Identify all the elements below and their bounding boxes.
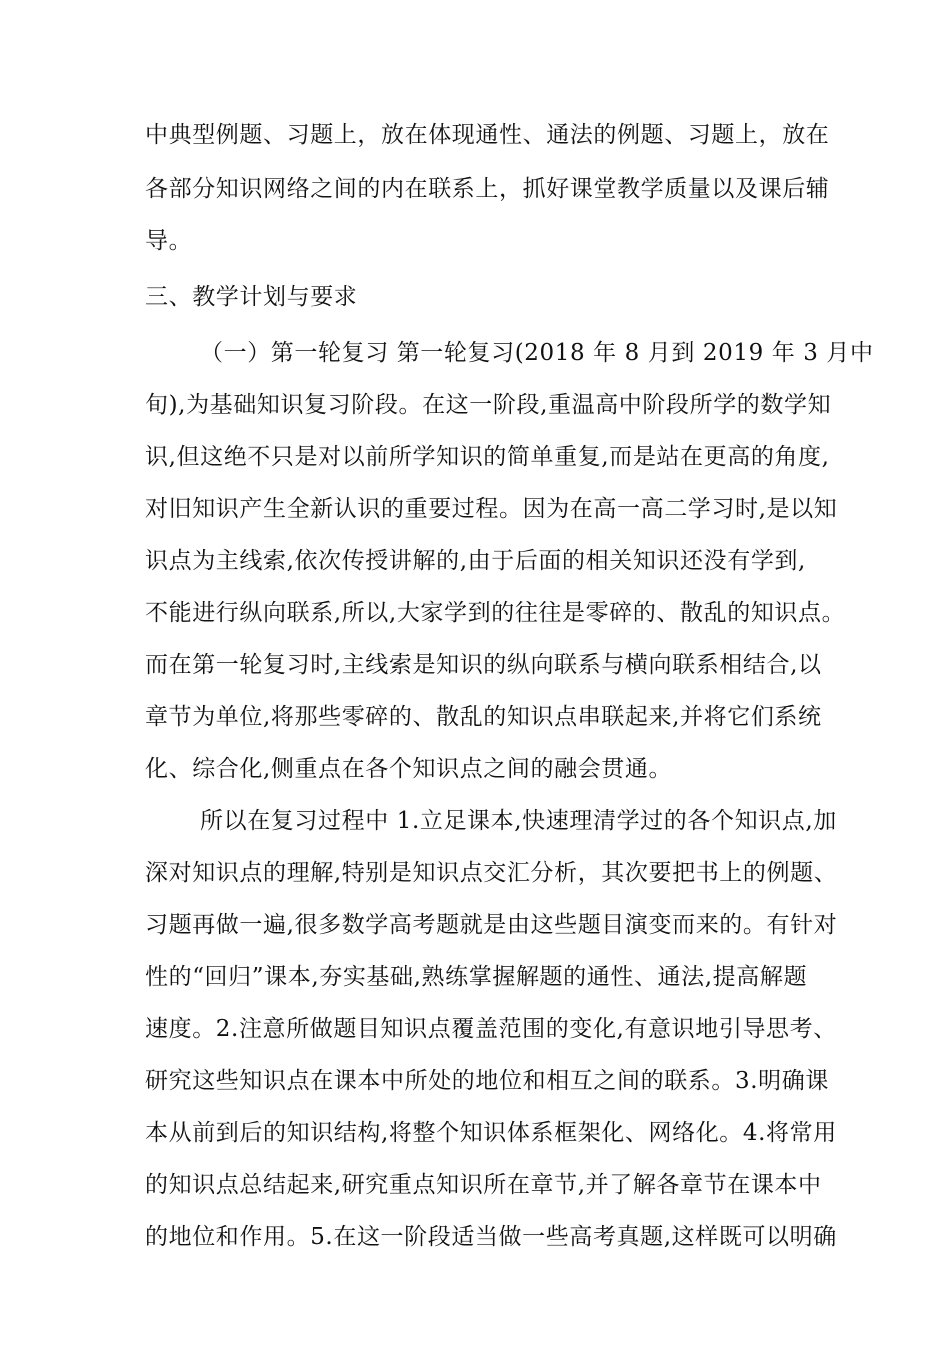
text-line: 所以在复习过程中 1.立足课本,快速理清学过的各个知识点,加 <box>200 808 837 834</box>
text-line: 习题再做一遍,很多数学高考题就是由这些题目演变而来的。有针对 <box>145 912 838 938</box>
text-line: 识,但这绝不只是对以前所学知识的简单重复,而是站在更高的角度, <box>145 444 830 470</box>
text-line: 不能进行纵向联系,所以,大家学到的往往是零碎的、散乱的知识点。 <box>145 600 846 626</box>
text-line: 对旧知识产生全新认识的重要过程。因为在高一高二学习时,是以知 <box>145 496 838 522</box>
text-line: 各部分知识网络之间的内在联系上，抓好课堂教学质量以及课后辅 <box>145 176 830 202</box>
section-heading: 三、教学计划与要求 <box>145 284 358 310</box>
text-line: 而在第一轮复习时,主线索是知识的纵向联系与横向联系相结合,以 <box>145 652 822 678</box>
text-line: 速度。2.注意所做题目知识点覆盖范围的变化,有意识地引导思考、 <box>145 1016 837 1042</box>
text-line: 的地位和作用。5.在这一阶段适当做一些高考真题,这样既可以明确 <box>145 1224 837 1250</box>
text-line: 本从前到后的知识结构,将整个知识体系框架化、网络化。4.将常用 <box>145 1120 837 1146</box>
text-line: （一）第一轮复习 第一轮复习(2018 年 8 月到 2019 年 3 月中 <box>200 340 874 366</box>
text-line: 中典型例题、习题上，放在体现通性、通法的例题、习题上，放在 <box>145 122 830 148</box>
text-line: 章节为单位,将那些零碎的、散乱的知识点串联起来,并将它们系统 <box>145 704 822 730</box>
text-line: 研究这些知识点在课本中所处的地位和相互之间的联系。3.明确课 <box>145 1068 829 1094</box>
text-line: 的知识点总结起来,研究重点知识所在章节,并了解各章节在课本中 <box>145 1172 822 1198</box>
text-line: 导。 <box>145 228 193 254</box>
text-line: 性的“回归”课本,夯实基础,熟练掌握解题的通性、通法,提高解题 <box>145 964 808 990</box>
text-line: 化、综合化,侧重点在各个知识点之间的融会贯通。 <box>145 756 673 782</box>
text-line: 深对知识点的理解,特别是知识点交汇分析，其次要把书上的例题、 <box>145 860 838 886</box>
text-line: 旬),为基础知识复习阶段。在这一阶段,重温高中阶段所学的数学知 <box>145 392 832 418</box>
text-line: 识点为主线索,依次传授讲解的,由于后面的相关知识还没有学到, <box>145 548 806 574</box>
